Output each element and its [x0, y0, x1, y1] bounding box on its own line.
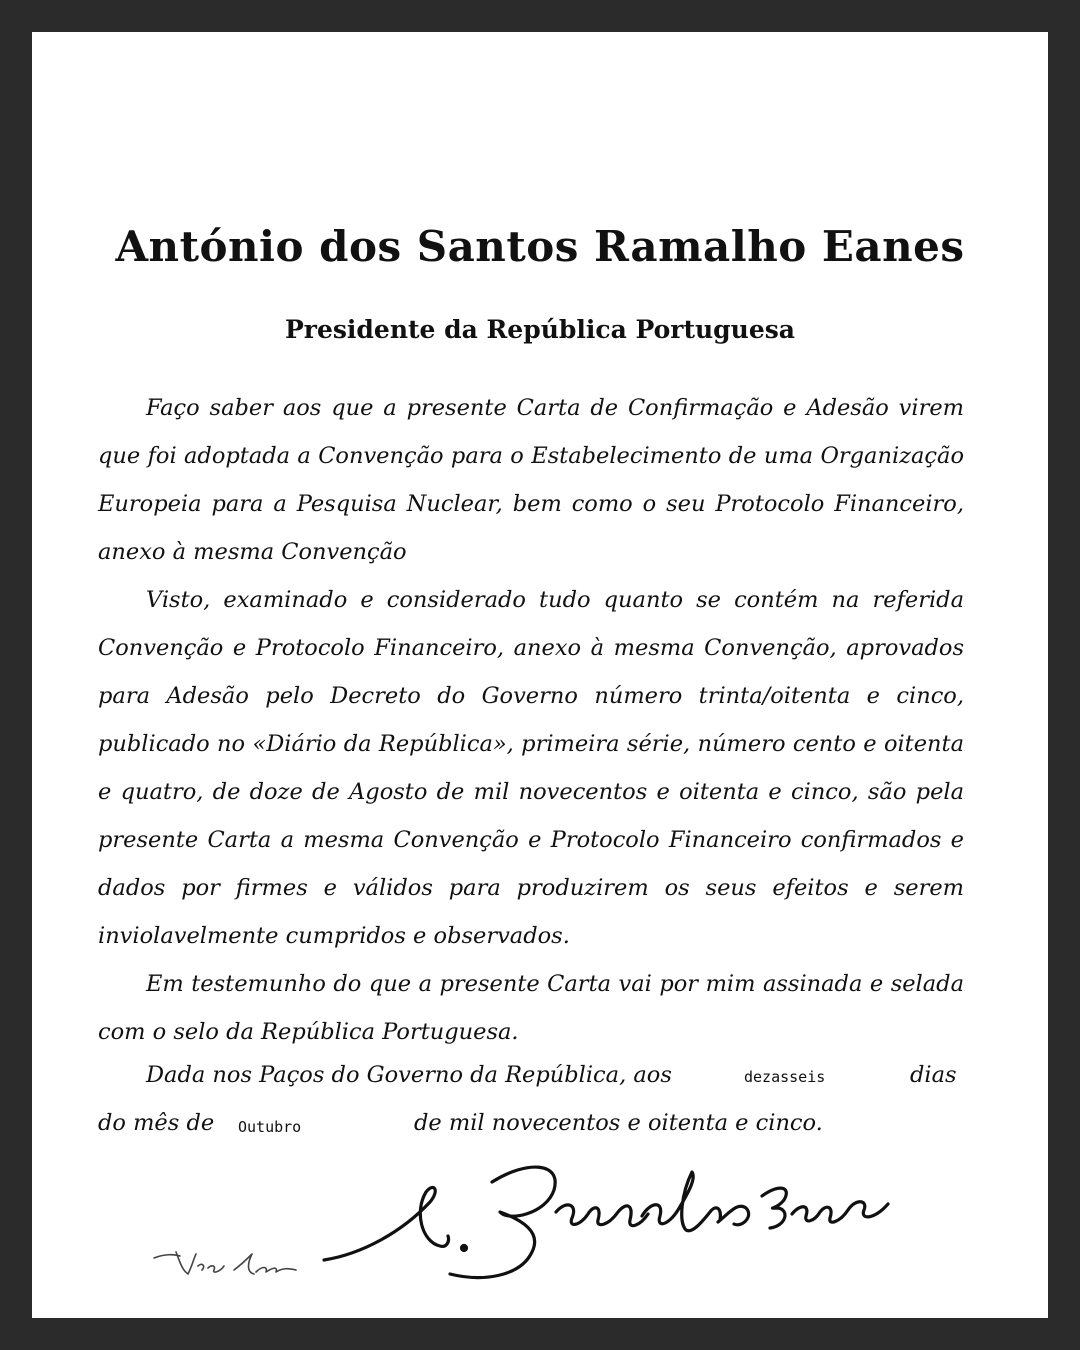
document-subtitle: Presidente da República Portuguesa: [284, 315, 796, 344]
month-prefix: do mês de: [98, 1110, 215, 1136]
president-signature: [322, 1142, 892, 1292]
dated-year: de mil novecentos e oitenta e cinco.: [414, 1110, 823, 1136]
dated-prefix: Dada nos Paços do Governo da República, aos: [146, 1062, 672, 1088]
document-page: [32, 32, 1048, 1318]
paragraph-1: Faço saber aos que a presente Carta de Confirmação e Adesão virem que foi adoptada a Convenção para o Estabelecimento de uma Organização Europeia para a Pesquisa Nuclear, bem como o seu Protocolo Financeiro, anexo à mesma Convenção: [98, 395, 964, 565]
document-title: António dos Santos Ramalho Eanes: [115, 222, 965, 271]
countersign-initials: [150, 1244, 300, 1284]
paragraph-3: Em testemunho do que a presente Carta vai por mim assinada e selada com o selo da República Portuguesa.: [98, 971, 964, 1045]
paragraph-2: Visto, examinado e considerado tudo quanto se contém na referida Convenção e Protocolo Financeiro, anexo à mesma Convenção, aprovados para Adesão pelo Decreto do Governo número trinta/oitenta e cinco, publicado no «Diário da República», primeira série, número cento e oitenta e quatro, de doze de Agosto de mil novecentos e oitenta e cinco, são pela presente Carta a mesma Convenção e Protocolo Financeiro confirmados e dados por firmes e válidos para produzirem os seus efeitos e serem inviolavelmente cumpridos e observados.: [98, 587, 964, 949]
dated-month: Outubro: [238, 1118, 302, 1136]
dated-day: dezasseis: [744, 1068, 826, 1086]
dated-days-word: dias: [910, 1062, 957, 1088]
